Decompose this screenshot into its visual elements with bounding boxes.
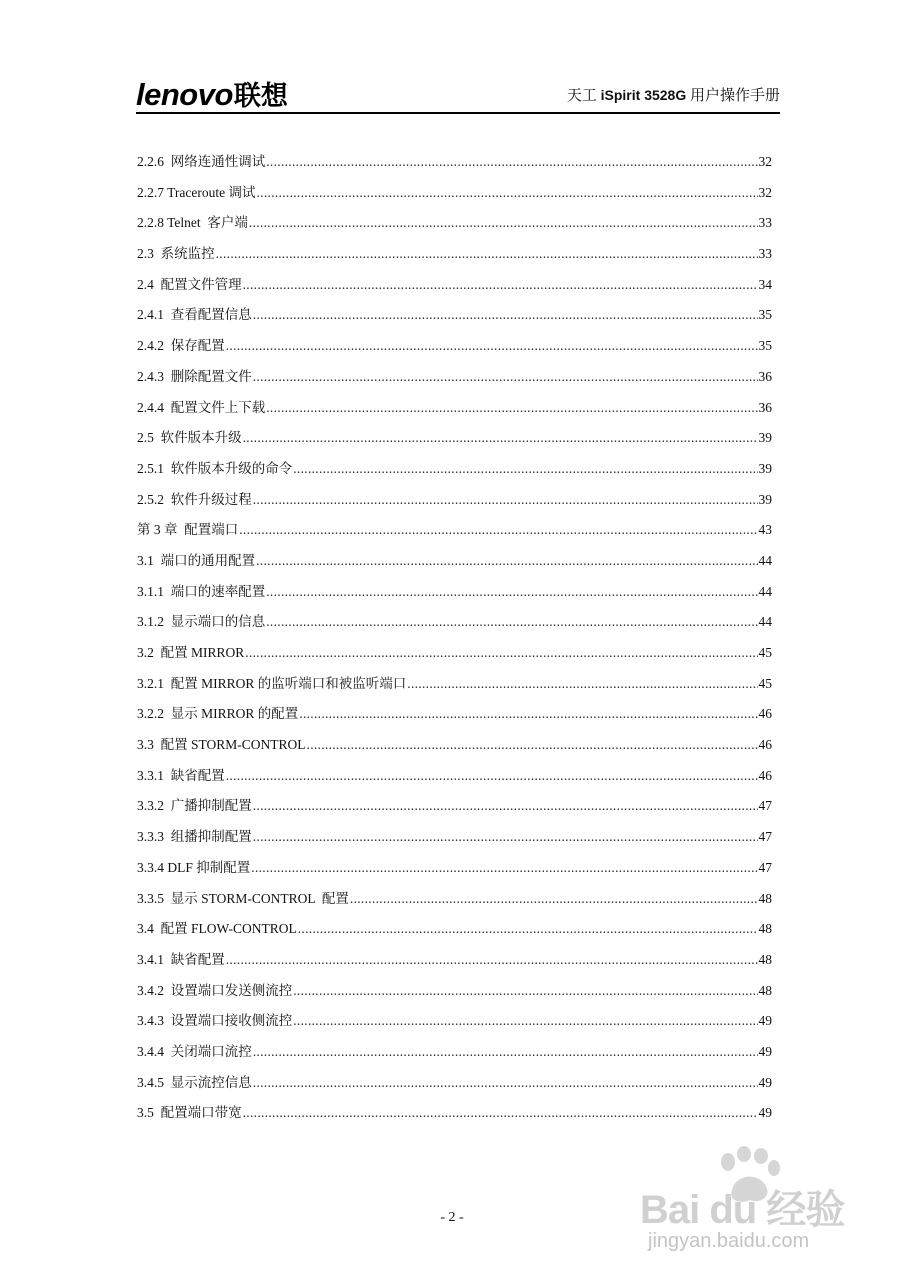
toc-dot-leader bbox=[226, 766, 758, 786]
toc-entry-title: 3.4.4 关闭端口流控 bbox=[137, 1043, 252, 1059]
toc-entry-page: 35 bbox=[758, 307, 772, 323]
toc-dot-leader bbox=[253, 305, 758, 325]
toc-entry-title: 3.3 配置 STORM-CONTROL bbox=[137, 737, 306, 753]
toc-dot-leader bbox=[226, 950, 758, 970]
toc-entry[interactable] bbox=[137, 612, 772, 643]
toc-dot-leader bbox=[251, 858, 757, 878]
toc-entry[interactable] bbox=[137, 1103, 772, 1134]
toc-dot-leader bbox=[266, 152, 757, 172]
toc-entry[interactable] bbox=[137, 704, 772, 735]
toc-dot-leader bbox=[266, 398, 757, 418]
toc-dot-leader bbox=[249, 213, 758, 233]
toc-entry[interactable] bbox=[137, 981, 772, 1012]
toc-entry-page: 39 bbox=[758, 460, 772, 476]
toc-entry-title: 2.2.8 Telnet 客户端 bbox=[137, 215, 248, 231]
toc-entry-title: 2.4 配置文件管理 bbox=[137, 276, 242, 292]
baidu-watermark bbox=[640, 1140, 870, 1260]
toc-entry[interactable] bbox=[137, 735, 772, 766]
header-rule bbox=[136, 112, 780, 114]
toc-entry[interactable] bbox=[137, 858, 772, 889]
toc-entry[interactable] bbox=[137, 551, 772, 582]
toc-entry-title: 3.3.4 DLF 抑制配置 bbox=[137, 859, 251, 875]
toc-entry-page: 32 bbox=[758, 154, 772, 169]
toc-entry-title: 3.2.2 显示 MIRROR 的配置 bbox=[137, 706, 299, 722]
toc-entry-title: 2.3 系统监控 bbox=[137, 246, 215, 262]
toc-entry[interactable] bbox=[137, 643, 772, 674]
toc-entry[interactable] bbox=[137, 367, 772, 398]
toc-entry[interactable] bbox=[137, 582, 772, 613]
toc-entry-page: 32 bbox=[758, 184, 772, 200]
toc-entry[interactable] bbox=[137, 766, 772, 797]
toc-dot-leader bbox=[293, 1011, 757, 1031]
toc-entry-title: 3.5 配置端口带宽 bbox=[137, 1105, 242, 1121]
table-of-contents bbox=[137, 152, 772, 1134]
toc-entry-title: 3.3.3 组播抑制配置 bbox=[137, 829, 252, 845]
toc-entry[interactable] bbox=[137, 305, 772, 336]
toc-entry-title: 2.5 软件版本升级 bbox=[137, 430, 242, 446]
toc-dot-leader bbox=[243, 428, 758, 448]
toc-dot-leader bbox=[298, 919, 758, 939]
toc-entry-page: 34 bbox=[758, 276, 772, 292]
toc-entry[interactable] bbox=[137, 459, 772, 490]
toc-entry-page: 33 bbox=[758, 215, 772, 231]
toc-entry-page: 39 bbox=[758, 430, 772, 446]
toc-entry-title: 3.3.1 缺省配置 bbox=[137, 767, 225, 783]
lenovo-logo bbox=[136, 74, 288, 113]
toc-entry-page: 48 bbox=[758, 951, 772, 967]
page-number: - 2 - bbox=[440, 1210, 464, 1225]
page-header bbox=[136, 70, 780, 114]
toc-entry-page: 35 bbox=[758, 338, 772, 354]
toc-dot-leader bbox=[293, 459, 757, 479]
toc-entry-page: 49 bbox=[758, 1013, 772, 1029]
toc-entry[interactable] bbox=[137, 398, 772, 429]
toc-entry-title: 2.5.2 软件升级过程 bbox=[137, 491, 252, 507]
toc-entry-page: 47 bbox=[758, 829, 772, 845]
toc-dot-leader bbox=[239, 520, 757, 540]
toc-entry-title: 3.1 端口的通用配置 bbox=[137, 552, 256, 568]
toc-entry[interactable] bbox=[137, 889, 772, 920]
toc-entry[interactable] bbox=[137, 213, 772, 244]
toc-entry-page: 47 bbox=[758, 798, 772, 814]
toc-dot-leader bbox=[253, 1073, 758, 1093]
toc-entry-page: 49 bbox=[758, 1074, 772, 1090]
toc-entry-page: 46 bbox=[758, 737, 772, 753]
toc-entry-page: 45 bbox=[758, 645, 772, 660]
toc-entry[interactable] bbox=[137, 490, 772, 521]
toc-dot-leader bbox=[350, 889, 758, 909]
toc-entry-page: 36 bbox=[758, 399, 772, 415]
toc-entry[interactable] bbox=[137, 674, 772, 705]
toc-entry[interactable] bbox=[137, 428, 772, 459]
toc-entry-title: 3.1.2 显示端口的信息 bbox=[137, 614, 266, 630]
title-product: iSpirit 3528G bbox=[600, 87, 687, 103]
toc-entry-title: 3.4.2 设置端口发送侧流控 bbox=[137, 982, 293, 998]
toc-entry[interactable] bbox=[137, 919, 772, 950]
watermark-url: jingyan.baidu.com bbox=[648, 1230, 810, 1252]
toc-entry[interactable] bbox=[137, 152, 772, 183]
toc-entry-title: 2.4.3 删除配置文件 bbox=[137, 368, 252, 384]
toc-entry-page: 48 bbox=[758, 982, 772, 998]
toc-entry-page: 43 bbox=[758, 522, 772, 538]
toc-dot-leader bbox=[307, 735, 758, 755]
logo-text: lenovo bbox=[136, 77, 233, 112]
toc-dot-leader bbox=[293, 981, 757, 1001]
toc-dot-leader bbox=[253, 1042, 758, 1062]
toc-entry[interactable] bbox=[137, 183, 772, 214]
toc-entry[interactable] bbox=[137, 520, 772, 551]
toc-entry-title: 3.4.1 缺省配置 bbox=[137, 951, 225, 967]
toc-dot-leader bbox=[245, 643, 757, 663]
toc-dot-leader bbox=[266, 612, 757, 632]
title-suffix: 用户操作手册 bbox=[686, 88, 780, 104]
toc-entry-page: 48 bbox=[758, 890, 772, 906]
toc-entry-title: 2.5.1 软件版本升级的命令 bbox=[137, 460, 293, 476]
toc-entry-page: 48 bbox=[758, 921, 772, 937]
toc-entry-page: 44 bbox=[758, 583, 772, 599]
toc-entry[interactable] bbox=[137, 336, 772, 367]
toc-entry[interactable] bbox=[137, 1042, 772, 1073]
toc-entry[interactable] bbox=[137, 796, 772, 827]
toc-entry-page: 33 bbox=[758, 246, 772, 262]
toc-entry-title: 2.2.6 网络连通性调试 bbox=[137, 154, 266, 169]
toc-entry-title: 3.3.2 广播抑制配置 bbox=[137, 798, 252, 814]
document-title bbox=[567, 84, 780, 105]
title-prefix: 天工 bbox=[566, 88, 601, 104]
toc-entry-page: 44 bbox=[758, 552, 772, 568]
toc-entry-page: 39 bbox=[758, 491, 772, 507]
toc-entry-title: 2.4.2 保存配置 bbox=[137, 338, 225, 354]
toc-dot-leader bbox=[299, 704, 757, 724]
toc-dot-leader bbox=[216, 244, 758, 264]
toc-entry[interactable] bbox=[137, 244, 772, 275]
toc-entry-title: 3.1.1 端口的速率配置 bbox=[137, 583, 266, 599]
toc-entry-page: 45 bbox=[758, 675, 772, 691]
toc-entry-title: 3.2.1 配置 MIRROR 的监听端口和被监听端口 bbox=[137, 675, 407, 691]
logo-cn-text: 联想 bbox=[233, 81, 288, 111]
toc-dot-leader bbox=[243, 1103, 758, 1123]
toc-entry-title: 2.4.1 查看配置信息 bbox=[137, 307, 252, 323]
toc-dot-leader bbox=[256, 551, 757, 571]
toc-entry-title: 3.4.5 显示流控信息 bbox=[137, 1074, 252, 1090]
toc-dot-leader bbox=[266, 582, 757, 602]
toc-dot-leader bbox=[253, 367, 758, 387]
toc-entry-title: 第 3 章 配置端口 bbox=[137, 522, 239, 538]
toc-dot-leader bbox=[407, 674, 757, 694]
toc-entry-page: 44 bbox=[758, 614, 772, 630]
toc-entry-page: 47 bbox=[758, 859, 772, 875]
watermark-brand: Bai du 经验 bbox=[640, 1188, 845, 1232]
toc-dot-leader bbox=[257, 183, 758, 203]
toc-entry-title: 2.2.7 Traceroute 调试 bbox=[137, 184, 256, 200]
toc-entry-title: 3.3.5 显示 STORM-CONTROL 配置 bbox=[137, 890, 349, 906]
toc-entry-page: 46 bbox=[758, 767, 772, 783]
toc-entry-title: 3.2 配置 MIRROR bbox=[137, 645, 245, 660]
toc-entry-page: 49 bbox=[758, 1105, 772, 1121]
toc-entry[interactable] bbox=[137, 950, 772, 981]
toc-entry-page: 46 bbox=[758, 706, 772, 722]
toc-entry-title: 2.4.4 配置文件上下载 bbox=[137, 399, 266, 415]
toc-entry-title: 3.4 配置 FLOW-CONTROL bbox=[137, 921, 297, 937]
toc-entry-page: 49 bbox=[758, 1043, 772, 1059]
toc-dot-leader bbox=[226, 336, 758, 356]
toc-entry[interactable] bbox=[137, 275, 772, 306]
toc-entry[interactable] bbox=[137, 1073, 772, 1104]
toc-dot-leader bbox=[253, 827, 758, 847]
toc-entry-title: 3.4.3 设置端口接收侧流控 bbox=[137, 1013, 293, 1029]
toc-dot-leader bbox=[253, 490, 758, 510]
toc-entry-page: 36 bbox=[758, 368, 772, 384]
toc-entry[interactable] bbox=[137, 827, 772, 858]
toc-entry[interactable] bbox=[137, 1011, 772, 1042]
toc-dot-leader bbox=[243, 275, 758, 295]
toc-dot-leader bbox=[253, 796, 758, 816]
